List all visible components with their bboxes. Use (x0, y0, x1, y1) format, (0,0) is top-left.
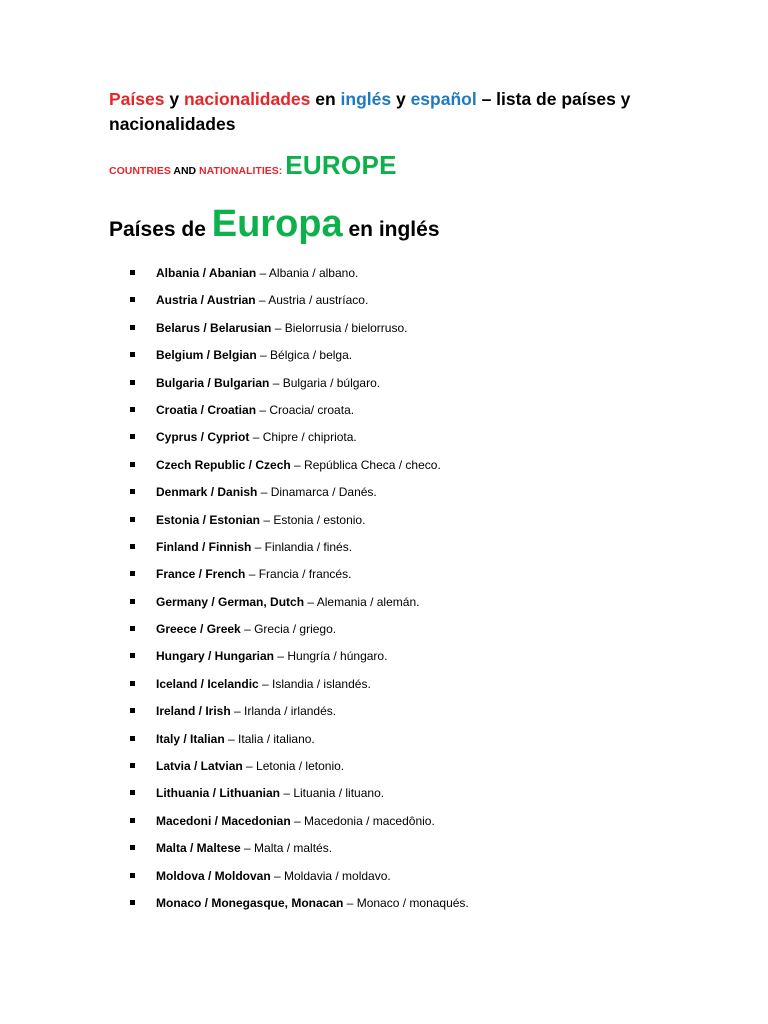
country-nationality-en: Denmark / Danish (156, 485, 258, 500)
list-item (130, 290, 469, 317)
title-segment: español (410, 89, 477, 109)
square-bullet-icon (130, 763, 135, 768)
square-bullet-icon (130, 297, 135, 302)
section-subtitle (109, 150, 397, 181)
square-bullet-icon (130, 407, 135, 412)
country-nationality-es: – Bélgica / belga. (256, 348, 353, 363)
title-segment: en (310, 89, 341, 109)
square-bullet-icon (130, 380, 135, 385)
square-bullet-icon (130, 571, 135, 576)
square-bullet-icon (130, 517, 135, 522)
square-bullet-icon (130, 325, 135, 330)
country-nationality-es: – Chipre / chipriota. (249, 430, 357, 445)
country-nationality-es: – Croacia/ croata. (256, 402, 355, 417)
list-item (130, 866, 469, 893)
title-segment: Países (109, 89, 165, 109)
title-segment: – lista de países y nacionalidades (109, 89, 631, 134)
country-nationality-es: – Macedonia / macedônio. (290, 813, 435, 828)
country-nationality-es: – Dinamarca / Danés. (257, 485, 377, 500)
country-nationality-en: Austria / Austrian (156, 293, 256, 308)
country-nationality-es: – Finlandia / finés. (251, 539, 353, 554)
list-item (130, 373, 469, 400)
country-nationality-en: Belgium / Belgian (156, 348, 257, 363)
square-bullet-icon (130, 736, 135, 741)
square-bullet-icon (130, 626, 135, 631)
square-bullet-icon (130, 873, 135, 878)
list-item (130, 592, 469, 619)
country-nationality-en: Estonia / Estonian (156, 512, 261, 527)
title-segment: inglés (340, 89, 392, 109)
country-nationality-en: Czech Republic / Czech (156, 457, 291, 472)
country-nationality-es: – República Checa / checo. (290, 457, 441, 472)
list-item (130, 756, 469, 783)
country-nationality-en: Bulgaria / Bulgarian (156, 375, 270, 390)
title-segment: nacionalidades (183, 89, 311, 109)
square-bullet-icon (130, 900, 135, 905)
country-nationality-es: – Francia / francés. (245, 567, 352, 582)
square-bullet-icon (130, 544, 135, 549)
square-bullet-icon (130, 352, 135, 357)
country-nationality-en: Ireland / Irish (156, 704, 231, 719)
subtitle-and: AND (170, 165, 200, 177)
country-nationality-es: – Islandia / islandés. (258, 676, 371, 691)
list-item (130, 345, 469, 372)
square-bullet-icon (130, 845, 135, 850)
country-nationality-es: – Letonia / letonio. (242, 759, 345, 774)
country-nationality-es: – Bielorrusia / bielorruso. (271, 320, 408, 335)
list-item (130, 400, 469, 427)
country-nationality-es: – Albania / albano. (256, 266, 359, 280)
list-item (130, 893, 469, 920)
square-bullet-icon (130, 653, 135, 658)
country-nationality-en: Moldova / Moldovan (156, 868, 271, 883)
list-item (130, 537, 469, 564)
document-title (109, 87, 669, 137)
list-item (130, 646, 469, 673)
list-item (130, 783, 469, 810)
list-item (130, 838, 469, 865)
country-nationality-es: – Moldavia / moldavo. (270, 868, 391, 883)
country-nationality-es: – Austria / austríaco. (255, 293, 369, 308)
country-nationality-en: France / French (156, 567, 246, 582)
country-nationality-es: – Malta / maltés. (240, 841, 333, 856)
square-bullet-icon (130, 599, 135, 604)
country-nationality-es: – Hungría / húngaro. (274, 649, 388, 664)
square-bullet-icon (130, 708, 135, 713)
heading-prefix: Países de (109, 218, 212, 241)
list-item (130, 482, 469, 509)
list-item (130, 619, 469, 646)
square-bullet-icon (130, 681, 135, 686)
country-nationality-en: Hungary / Hungarian (156, 649, 275, 664)
subtitle-nationalities: NATIONALITIES: (199, 165, 286, 177)
square-bullet-icon (130, 489, 135, 494)
country-nationality-es: – Estonia / estonio. (260, 512, 366, 527)
square-bullet-icon (130, 270, 135, 275)
heading-suffix: en inglés (342, 218, 440, 241)
country-nationality-en: Lithuania / Lithuanian (156, 786, 280, 801)
country-nationality-en: Belarus / Belarusian (156, 320, 272, 335)
list-item (130, 510, 469, 537)
title-segment: y (391, 89, 411, 109)
country-nationality-es: – Bulgaria / búlgaro. (269, 375, 381, 390)
country-nationality-en: Finland / Finnish (156, 539, 252, 554)
square-bullet-icon (130, 434, 135, 439)
list-item (130, 674, 469, 701)
subtitle-countries: COUNTRIES (109, 165, 171, 177)
country-nationality-en: Greece / Greek (156, 622, 241, 637)
square-bullet-icon (130, 462, 135, 467)
country-nationality-en: Albania / Abanian (156, 266, 257, 280)
list-item (130, 811, 469, 838)
country-nationality-en: Italy / Italian (156, 731, 225, 746)
list-item (130, 729, 469, 756)
country-nationality-es: – Italia / italiano. (224, 731, 315, 746)
country-nationality-es: – Grecia / griego. (240, 622, 337, 637)
country-nationality-es: – Lituania / lituano. (280, 786, 385, 801)
country-nationality-en: Cyprus / Cypriot (156, 430, 250, 445)
title-segment: y (164, 89, 184, 109)
subtitle-europe: EUROPE (285, 150, 397, 180)
square-bullet-icon (130, 790, 135, 795)
country-nationality-en: Macedoni / Macedonian (156, 813, 291, 828)
country-nationality-en: Malta / Maltese (156, 841, 241, 856)
country-nationality-en: Iceland / Icelandic (156, 676, 259, 691)
heading-highlight: Europa (211, 203, 343, 245)
country-nationality-es: – Monaco / monaqués. (343, 895, 469, 910)
list-item (130, 701, 469, 728)
country-nationality-en: Croatia / Croatian (156, 402, 257, 417)
list-item (130, 318, 469, 345)
country-list (130, 263, 469, 920)
square-bullet-icon (130, 818, 135, 823)
country-nationality-en: Latvia / Latvian (156, 759, 243, 774)
section-heading (109, 203, 440, 246)
list-item (130, 455, 469, 482)
country-nationality-es: – Irlanda / irlandés. (230, 704, 337, 719)
list-item (130, 263, 469, 290)
list-item (130, 564, 469, 591)
country-nationality-es: – Alemania / alemán. (304, 594, 420, 609)
country-nationality-en: Germany / German, Dutch (156, 594, 305, 609)
country-nationality-en: Monaco / Monegasque, Monacan (156, 895, 344, 910)
list-item (130, 427, 469, 454)
